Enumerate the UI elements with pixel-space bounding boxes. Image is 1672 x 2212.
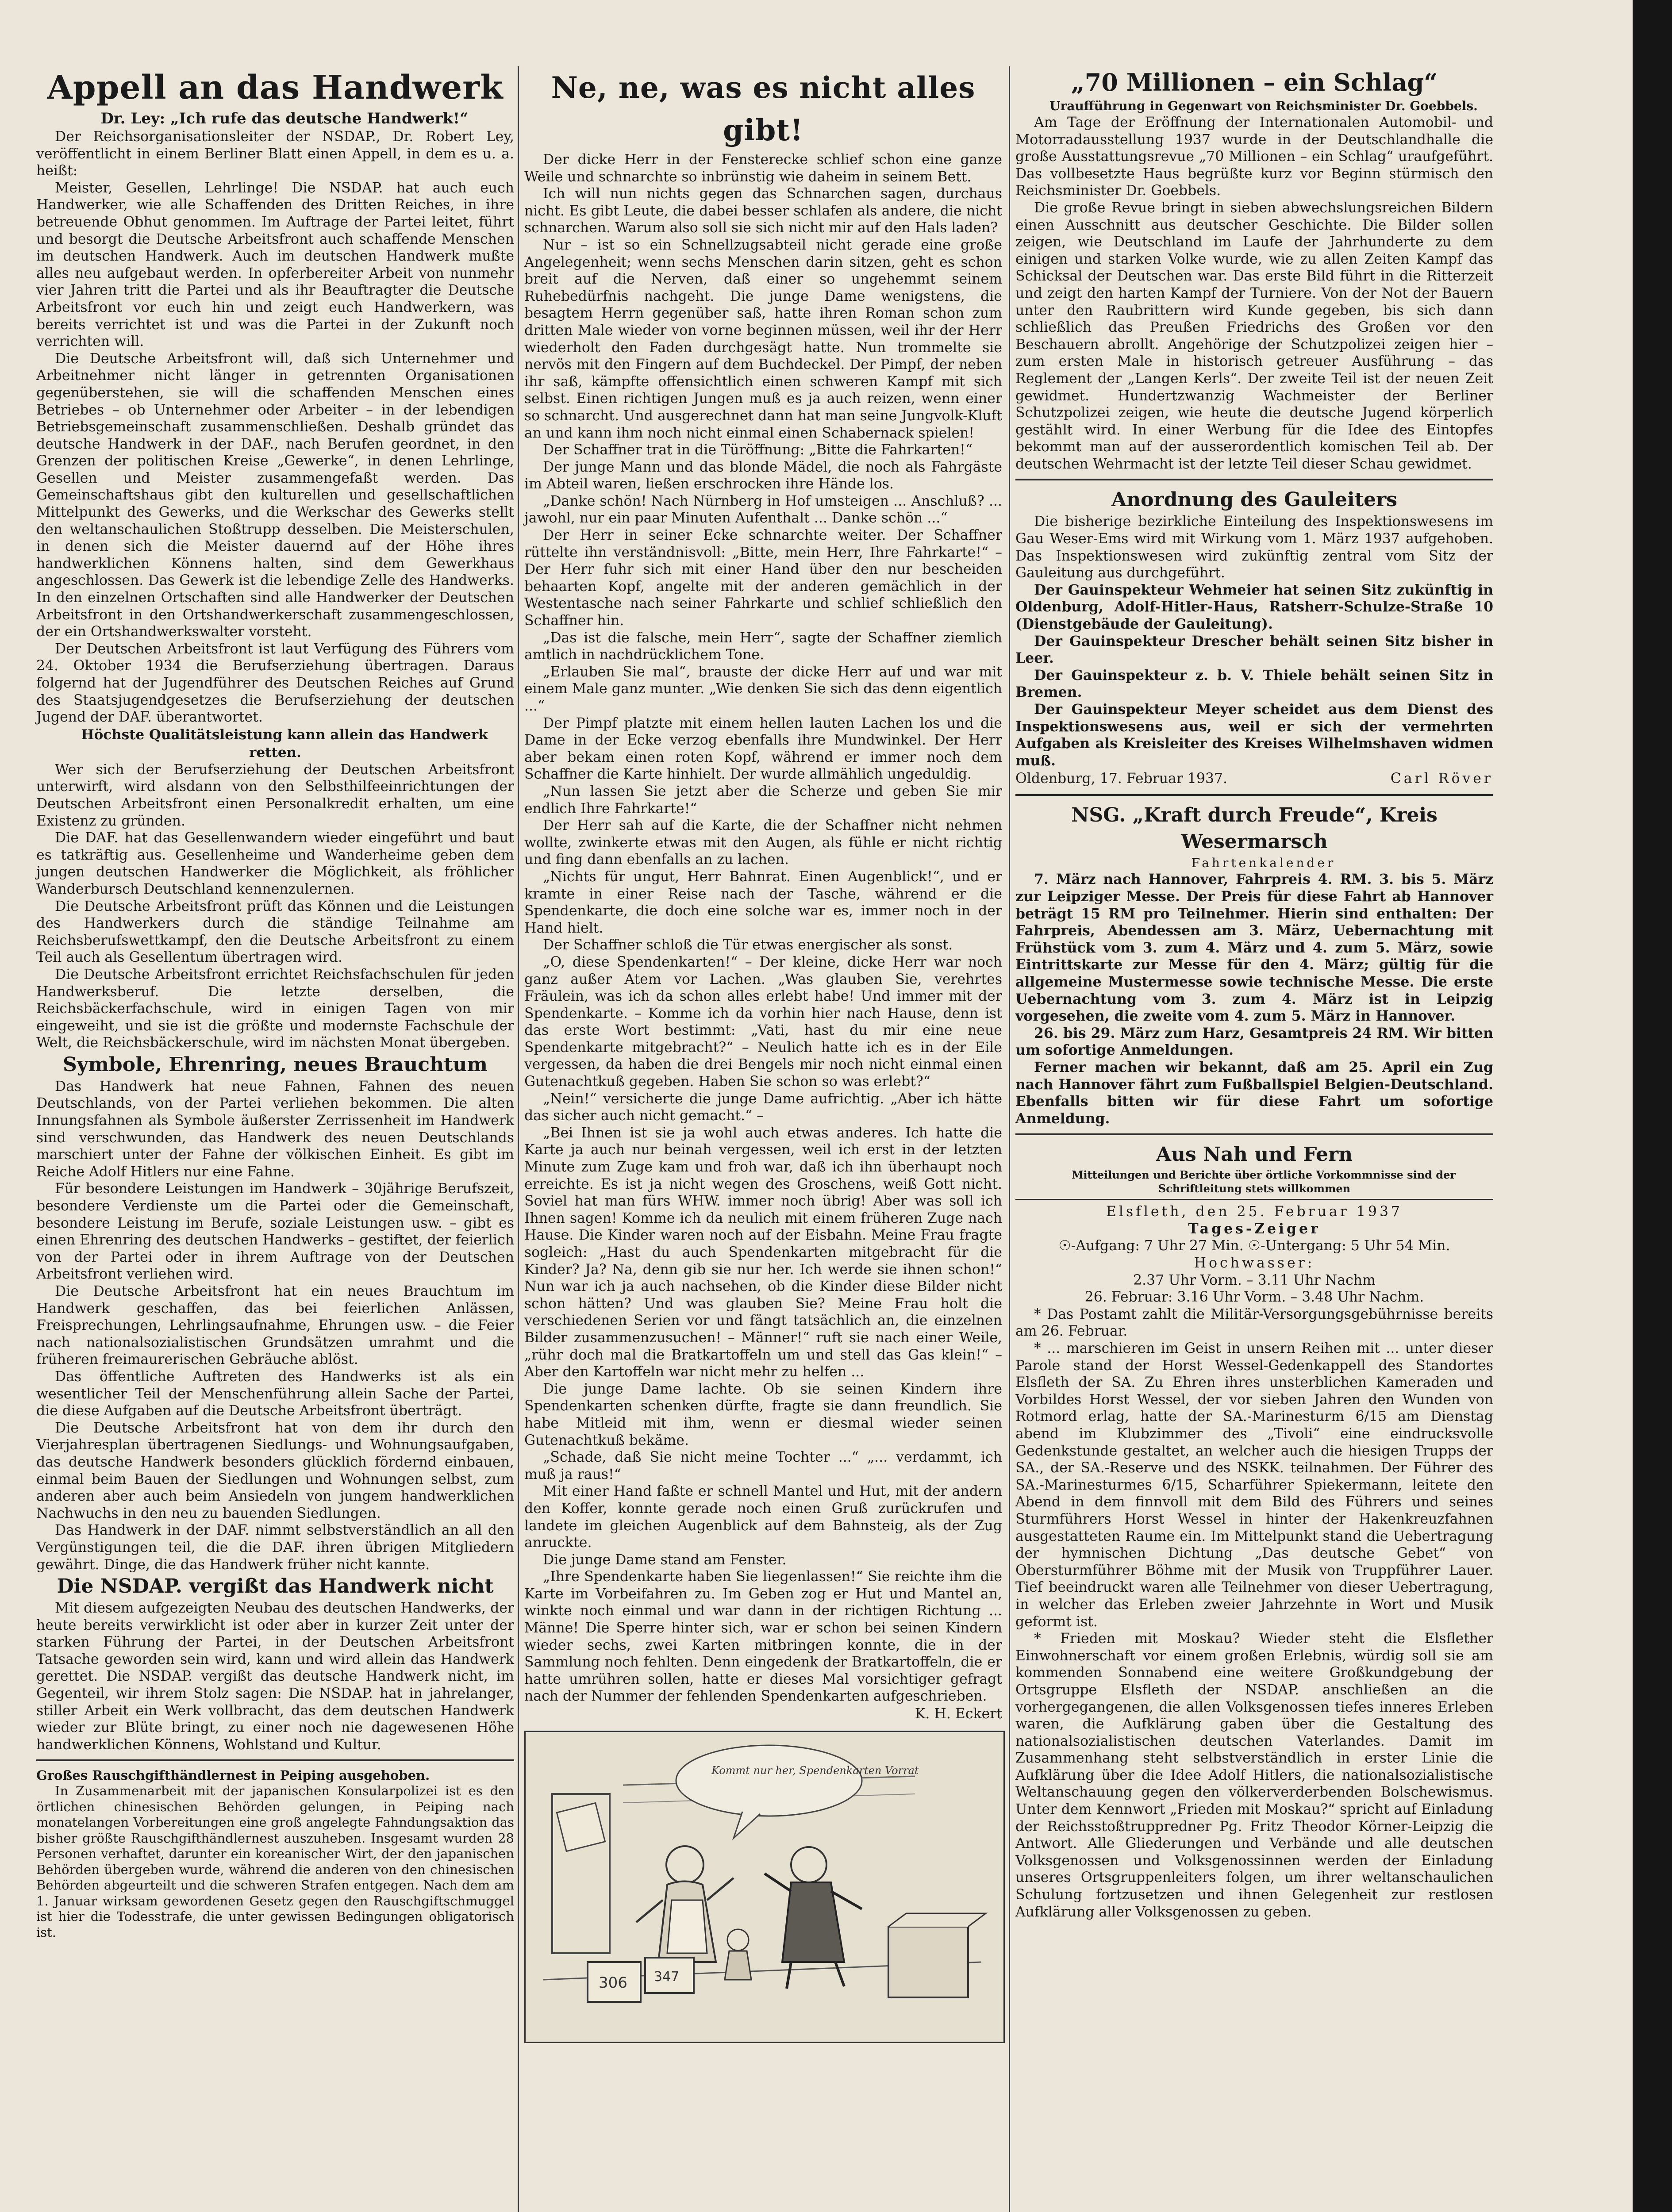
paragraph: Der Deutschen Arbeitsfront ist laut Verfügung des Führers vom 24. Oktober 1934 die Berufserziehung übertragen. Daraus folgernd hat der Jugendführer des Deutschen Reiches auf Grund des Staatsjugendgesetzes die Berufserziehung der deutschen Jugend der DAF. überantwortet. — [36, 641, 514, 726]
divider — [36, 1759, 514, 1761]
paragraph: Die Deutsche Arbeitsfront prüft das Können und die Leistungen des Handwerkers durch die ständige Teilnahme am Reichsberufswettkampf, den die Deutsche Arbeitsfront zu einem Teil auch als Gesellentum übertragen wird. — [36, 898, 514, 966]
paragraph: „Erlauben Sie mal“, brauste der dicke Herr auf und war mit einem Male ganz munter. „Wie denken Sie sich das denn eigentlich ...“ — [524, 664, 1002, 714]
headline-ne-ne: Ne, ne, was es nicht alles gibt! — [551, 70, 976, 147]
subheadline-mitteilungen: Mitteilungen und Berichte über örtliche Vorkommnisse sind der Schriftleitung stets willkommen — [1071, 1168, 1456, 1195]
paragraph: Am Tage der Eröffnung der Internationalen Automobil- und Motorradausstellung 1937 wurde in der Deutschlandhalle die große Ausstattungsrevue „70 Millionen – ein Schlag“ uraufgeführt. Das vollbesetzte Haus begrüßte kurz vor Beginn stürmisch den Reichsminister Dr. Goebbels. — [1015, 115, 1493, 199]
paragraph: Der Gauinspekteur Wehmeier hat seinen Sitz zukünftig in Oldenburg, Adolf-Hitler-Haus, Ratsherr-Schulze-Straße 10 (Dienstgebäude der Gauleitung). — [1015, 581, 1493, 633]
headline-symbole: Symbole, Ehrenring, neues Brauchtum — [63, 1053, 488, 1076]
author-signature: K. H. Eckert — [915, 1706, 1002, 1722]
subheadline-fahrtenkalender: Fahrtenkalender — [1191, 856, 1336, 871]
paragraph: In Zusammenarbeit mit der japanischen Konsularpolizei ist es den örtlichen chinesischen Behörden gelungen, in Peiping nach monatelangen Vorbereitungen eine groß angelegte Fahndungsaktion das bisher größte Rauschgifthändlernest auszuheben. Insgesamt wurden 28 Personen verhaftet, darunter ein koreanischer Wirt, der den japanischen Behörden übergeben wurde, während die anderen von den chinesischen Behörden abgeurteilt und die schweren Strafen entgegen. Nach dem am 1. Januar wirksam gewordenen Gesetz gegen den Rauschgiftschmuggel ist hier die Todesstrafe, die unter gewissen Bedingungen obligatorisch ist. — [36, 1783, 514, 1940]
paragraph: Wer sich der Berufserziehung der Deutschen Arbeitsfront unterwirft, wird alsdann von den Selbsthilfeeinrichtungen der Deutschen Arbeitsfront einen Personalkredit erhalten, um eine Existenz zu gründen. — [36, 761, 514, 829]
divider — [1015, 1133, 1493, 1135]
paragraph: Meister, Gesellen, Lehrlinge! Die NSDAP. hat auch euch Handwerker, wie alle Schaffenden des Dritten Reiches, in ihre betreuende Obhut genommen. Im Auftrage der Partei leitet, führt und besorgt die Deutsche Arbeitsfront auch schaffende Menschen im deutschen Handwerk. Auch im deutschen Handwerk mußte alles neu aufgebaut werden. In opferbereiter Arbeit von nunmehr vier Jahren tritt die Partei und als ihr Beauftragter die Deutsche Arbeitsfront vor euch hin und zeigt euch Handwerkern, was bereits verrichtet ist und was die Partei in der Zukunft noch verrichten will. — [36, 180, 514, 350]
paragraph: „O, diese Spendenkarten!“ – Der kleine, dicke Herr war noch ganz außer Atem vor Lachen. „Was glauben Sie, verehrtes Fräulein, was ich da schon alles erlebt habe! Und immer mit der Spendenkarte. – Komme ich da vorhin hier nach Hause, denn ist das erste Wort bestimmt: „Vati, hast du mir eine neue Spendenkarte mitgebracht?“ – Neulich hatte ich es in der Eile vergessen, da haben die drei Bengels mir noch nicht einmal einen Gutenachtkuß gegeben. Haben Sie schon so was erlebt?“ — [524, 954, 1002, 1090]
subheadline-qualitaet: Höchste Qualitätsleistung kann allein das Handwerk retten. — [81, 726, 488, 760]
headline-aus-nah-und-fern: Aus Nah und Fern — [1156, 1143, 1353, 1166]
paragraph: Der Schaffner schloß die Tür etwas energischer als sonst. — [543, 937, 953, 953]
column-rule-1 — [518, 66, 519, 2212]
paragraph: „Danke schön! Nach Nürnberg in Hof umsteigen ... Anschluß? ... jawohl, nur ein paar Minuten Aufenthalt ... Danke schön ...“ — [524, 493, 1002, 526]
paragraph: „Ihre Spendenkarte haben Sie liegenlassen!“ Sie reichte ihm die Karte im Vorbeifahren zu. Im Geben zog er Hut und Mantel an, winkte noch einmal und war dann in der richtigen Richtung ... Männe! Die Sperre hinter sich, war er schon bei seinen Kindern wieder sechs, zwei Karten mitbringen konnte, die in der Sammlung noch fehlten. Denn eingedenk der Bratkartoffeln, die er hatte umrühren sollen, hatte er dieses Mal vorsichtiger gefragt nach der Nummer der fehlenden Spendenkarten aufgeschrieben. — [524, 1569, 1002, 1705]
paragraph: Der Gauinspekteur Drescher behält seinen Sitz bisher in Leer. — [1015, 633, 1493, 667]
paragraph: Der Schaffner trat in die Türöffnung: „Bitte die Fahrkarten!“ — [543, 442, 972, 458]
cartoon-balloon-text: Kommt nur her, Spendenkarten Vorrat — [711, 1764, 919, 1777]
svg-text:347: 347 — [654, 1969, 680, 1985]
paragraph: * ... marschieren im Geist in unsern Reihen mit ... unter dieser Parole stand der Horst Wessel-Gedenkappell des Standortes Elsfleth der SA. Zu Ehren ihres unsterblichen Kameraden und Vorbildes Horst Wessel, der vor sieben Jahren den Wunden von Rotmord erlag, hatte der SA.-Marinesturm 6/15 am Dienstag abend im Klubzimmer des „Tivoli“ eine eindrucksvolle Gedenkstunde gestaltet, an welcher auch die hiesigen Trupps der SA., der SA.-Reserve und des NSKK. teilnahmen. Der Führer des SA.-Marinesturmes 6/15, Scharführer Spiekermann, leitete den Abend in dem finnvoll mit dem Bild des Führers und seines Sturmführers Horst Wessel in hinter der Hakenkreuzfahnen ausgestatteten Raume ein. Im Mittelpunkt stand die Uebertragung der hymnischen Dichtung „Das deutsche Gebet“ von Obersturmführer Böhme mit der Musik von Truppführer Lauer. Tief beeindruckt waren alle Teilnehmer von dieser Uebertragung, in welcher das Erleben zweier Jahrzehnte in Wort und Musik geformt ist. — [1015, 1340, 1493, 1630]
paragraph: * Das Postamt zahlt die Militär-Versorgungsgebührnisse bereits am 26. Februar. — [1015, 1306, 1493, 1340]
paragraph: Das öffentliche Auftreten des Handwerks ist als ein wesentlicher Teil der Menschenführung allein Sache der Partei, die diese Aufgaben auf die Deutsche Arbeitsfront überträgt. — [36, 1368, 514, 1419]
paragraph: Die junge Dame stand am Fenster. — [543, 1551, 787, 1568]
hochwasser-title: Hochwasser: — [1194, 1255, 1315, 1271]
paragraph: Die große Revue bringt in sieben abwechslungsreichen Bildern einen Ausschnitt aus deutscher Geschichte. Die Bilder sollen zeigen, wie Deutschland im Laufe der Jahrhunderte zu dem einigen und starken Volke wurde, wie zu allen Zeiten Kampf das Schicksal der Deutschen war. Das erste Bild führt in die Ritterzeit und zeigt den harten Kampf der Turniere. Von der Not der Bauern unter den Raubrittern wird Kunde gegeben, bis sich dann schließlich das Preußen Friedrichs des Großen vor den Beschauern abrollt. Angehörige der Schutzpolizei zeigen hier – zum ersten Male in historisch getreuer Ausführung – das Reglement der „Langen Kerls“. Der zweite Teil ist der neuen Zeit gewidmet. Hundertzwanzig Wachmeister der Berliner Schutzpolizei zeigen, wie heute die deutsche Jugend körperlich gestählt wird. In einer Werbung für die Idee des Eintopfes bekommt man auf der ausserordentlich komischen Teil ab. Der deutschen Wehrmacht ist der letzte Teil dieser Schau gewidmet. — [1015, 200, 1493, 472]
paragraph: „Nun lassen Sie jetzt aber die Scherze und geben Sie mir endlich Ihre Fahrkarte!“ — [524, 783, 1002, 817]
paragraph: „Nein!“ versicherte die junge Dame aufrichtig. „Aber ich hätte das sicher auch nicht gemacht.“ – — [524, 1091, 1002, 1124]
paragraph: * Frieden mit Moskau? Wieder steht die Elsflether Einwohnerschaft vor einem großen Erlebnis, würdig soll sie am kommenden Sonnabend eine weitere Großkundgebung der Ortsgruppe Elsfleth der NSDAP. anschließen an die vorhergegangenen, die allen Volksgenossen tiefes inneres Erleben waren, die Aufklärung gaben über die Gestaltung des nationalsozialistischen deutschen Vaterlandes. Damit im Zusammenhang steht selbstverständlich in erster Linie die Aufklärung über die Idee Adolf Hitlers, die nationalsozialistische Weltanschauung gegen den völkerverderbenden Bolschewismus. Unter dem Kennwort „Frieden mit Moskau?“ spricht auf Einladung der Reichsstoßtruppredner Pg. Fritz Theodor Körner-Leipzig die Antwort. Alle Gliederungen und Verbände und alle deutschen Volksgenossen und Volksgenossinnen werden der Einladung unseres Ortsgruppenleiters folgen, um ihrer weltanschaulichen Schulung fortzusetzen und ihnen Gelegenheit zur restlosen Aufklärung aller Volksgenossen zu geben. — [1015, 1631, 1493, 1920]
headline-70-millionen: „70 Millionen – ein Schlag“ — [1071, 68, 1438, 96]
signature-name: Carl Röver — [1390, 771, 1493, 787]
paragraph: 7. März nach Hannover, Fahrpreis 4. RM. 3. bis 5. März zur Leipziger Messe. Der Preis für diese Fahrt ab Hannover beträgt 15 RM pro Teilnehmer. Hierin sind enthalten: Der Fahrpreis, Abendessen am 3. März, Uebernachtung mit Frühstück vom 3. zum 4. März und 4. zum 5. März, sowie Eintrittskarte zur Messe für den 4. März; gültig für die allgemeine Mustermesse sowie technische Messe. Die erste Uebernachtung vom 3. zum 4. März ist in Leipzig vorgesehen, die zweite vom 4. zum 5. März in Hannover. — [1015, 871, 1493, 1025]
paragraph: Ferner machen wir bekannt, daß am 25. April ein Zug nach Hannover fährt zum Fußballspiel Belgien-Deutschland. Ebenfalls bitten wir für diese Fahrt um sofortige Anmeldung. — [1015, 1059, 1493, 1127]
sun-times: ☉-Aufgang: 7 Uhr 27 Min. ☉-Untergang: 5 Uhr 54 Min. — [1058, 1238, 1450, 1254]
dateline: Elsfleth, den 25. Februar 1937 — [1106, 1204, 1403, 1220]
signature-line — [1015, 769, 1493, 788]
scan-edge — [1633, 0, 1672, 2212]
subheadline-goebbels: Uraufführung in Gegenwart von Reichsminister Dr. Goebbels. — [1049, 99, 1478, 113]
paragraph: „Schade, daß Sie nicht meine Tochter ...“ „... verdammt, ich muß ja raus!“ — [524, 1449, 1002, 1482]
paragraph: Der junge Mann und das blonde Mädel, die noch als Fahrgäste im Abteil waren, ließen erschrocken ihre Hände los. — [524, 459, 1002, 492]
paragraph: Der Herr sah auf die Karte, die der Schaffner nicht nehmen wollte, zwinkerte etwas mit den Augen, als fühle er nicht richtig und fing dann ebenfalls an zu lachen. — [524, 818, 1002, 868]
paragraph: Die Deutsche Arbeitsfront errichtet Reichsfachschulen für jeden Handwerksberuf. Die letzte derselben, die Reichsbäckerfachschule, wird in einigen Tagen von mir eingeweiht, und sie ist die größte und modernste Fachschule der Welt, die Reichsbäckerschule, wird im nächsten Monat übergeben. — [36, 966, 514, 1051]
headline-kdf: NSG. „Kraft durch Freude“, Kreis Wesermarsch — [1071, 804, 1438, 853]
divider — [1015, 479, 1493, 480]
tageszeiger-title: Tages-Zeiger — [1188, 1220, 1321, 1237]
paragraph: Mit diesem aufgezeigten Neubau des deutschen Handwerks, der heute bereits verwirklicht ist oder aber in kurzer Zeit unter der starken Führung der Partei, in der Deutschen Arbeitsfront Tatsache geworden sein wird, kann und wird allein das Handwerk gerettet. Die NSDAP. vergißt das deutsche Handwerk nicht, im Gegenteil, wir ihrem Stolz sagen: Die NSDAP. hat in jahrelanger, stiller Arbeit ein Werk vollbracht, das dem deutschen Handwerk wieder zur Blüte bringt, zu einer noch nie dagewesenen Höhe handwerklichen Könnens, Wohlstand und Kultur. — [36, 1600, 514, 1753]
signature-place-date: Oldenburg, 17. Februar 1937. — [1015, 771, 1228, 787]
paragraph: „Das ist die falsche, mein Herr“, sagte der Schaffner ziemlich amtlich in nachdrücklichem Tone. — [524, 630, 1002, 663]
paragraph: Für besondere Leistungen im Handwerk – 30jährige Berufszeit, besondere Verdienste um die Partei oder die Gemeinschaft, besondere Leistung im Berufe, soziale Leistungen usw. – gibt es einen Ehrenring des deutschen Handwerks – gestiftet, der feierlich von der Partei oder in ihrem Auftrage von der Deutschen Arbeitsfront verliehen wird. — [36, 1181, 514, 1283]
divider — [1015, 1199, 1493, 1200]
paragraph: Die Deutsche Arbeitsfront hat ein neues Brauchtum im Handwerk geschaffen, das bei feierlichen Anlässen, Freisprechungen, Lehrlingsaufnahme, Ehrungen usw. – die Feier nach nationalsozialistischen Grundsätzen umrahmt und die früheren freimaurerischen Gebräuche ablöst. — [36, 1283, 514, 1368]
headline-appell: Appell an das Handwerk — [47, 69, 504, 107]
column-1 — [36, 66, 514, 1940]
paragraph: Mit einer Hand faßte er schnell Mantel und Hut, mit der andern den Koffer, konnte gerade noch einen Gruß zurückrufen und landete im gleichen Augenblick auf dem Bahnsteig, als der Zug anruckte. — [524, 1483, 1002, 1551]
column-3 — [1015, 66, 1493, 1920]
paragraph: Das Handwerk hat neue Fahnen, Fahnen des neuen Deutschlands, von der Partei verliehen bekommen. Die alten Innungsfahnen als Symbole äußerster Zerrissenheit im Handwerk sind verschwunden, das Handwerk des neuen Deutschlands marschiert unter der Fahne der völkischen Einheit. Es gibt im Reiche Adolf Hitlers nur eine Fahne. — [36, 1078, 514, 1180]
headline-anordnung: Anordnung des Gauleiters — [1111, 488, 1398, 511]
headline-nsdap-handwerk: Die NSDAP. vergißt das Handwerk nicht — [57, 1575, 494, 1598]
divider — [1015, 794, 1493, 796]
paragraph: „Bei Ihnen ist sie ja wohl auch etwas anderes. Ich hatte die Karte ja auch nur beinah vergessen, weil ich erst in der letzten Minute zum Zuge kam und froh war, daß ich ihn überhaupt noch erreichte. Es ist ja nicht wegen des Groschens, weiß Gott nicht. Soviel hat man fürs WHW. immer noch übrig! Aber was soll ich Ihnen sagen! Komme ich da neulich mit einem früheren Zuge nach Hause. Die Kinder waren noch auf der Eisbahn. Meine Frau fragte sogleich: „Hast du auch Spendenkarten mitgebracht für die Kinder? Ja? Na, denn gib sie nur her. Ich werde sie ihnen schon!“ Nun war ich ja auch nachsehen, ob die Kinder diese Bilder nicht schon hätten? Und was glauben Sie? Meine Frau holt die verschiedenen Serien vor und fängt tatsächlich an, die einzelnen Bilder zusammenzusuchen! – Männer!“ ruft sie nach einer Weile, „rühr doch mal die Bratkartoffeln um und stell das Gas klein!“ – Aber den Kartoffeln war nicht mehr zu helfen ... — [524, 1125, 1002, 1380]
paragraph: Die Deutsche Arbeitsfront hat von dem ihr durch den Vierjahresplan übertragenen Siedlungs- und Wohnungsaufgaben, das deutsche Handwerk besonders glücklich fördernd einbauen, einmal beim Bauen der Siedlungen und Wohnungen selbst, zum anderen aber auch beim Ansiedeln von jungem handwerklichen Nachwuchs in den neu zu bauenden Siedlungen. — [36, 1420, 514, 1521]
paragraph: Die junge Dame lachte. Ob sie seinen Kindern ihre Spendenkarten schenken dürfte, fragte sie dann freundlich. Sie habe Mitleid mit ihm, wenn er diesmal wieder seinen Gutenachtkuß bekäme. — [524, 1381, 1002, 1448]
hochwasser-line-2: 26. Februar: 3.16 Uhr Vorm. – 3.48 Uhr Nachm. — [1084, 1289, 1424, 1306]
cartoon-illustration — [524, 1731, 1005, 2043]
paragraph: Der Herr in seiner Ecke schnarchte weiter. Der Schaffner rüttelte ihn verständnisvoll: „Bitte, mein Herr, Ihre Fahrkarte!“ – Der Herr fuhr sich mit einer Hand über den nur bescheiden behaarten Kopf, angelte mit der anderen gemächlich in der Westentasche nach seiner Fahrkarte und schlief schließlich den Schaffner hin. — [524, 527, 1002, 629]
paragraph: Der Pimpf platzte mit einem hellen lauten Lachen los und die Dame in der Ecke verzog ebenfalls ihre Mundwinkel. Der Herr aber bekam einen roten Kopf, während er immer noch dem Schaffner die Karte hinhielt. Der wurde allmählich ungeduldig. — [524, 715, 1002, 783]
paragraph: Die DAF. hat das Gesellenwandern wieder eingeführt und baut es tatkräftig aus. Gesellenheime und Wanderheime geben dem jungen deutschen Handwerker die Möglichkeit, als fröhlicher Wanderbursch Deutschland kennenzulernen. — [36, 830, 514, 897]
paragraph: Ich will nun nichts gegen das Schnarchen sagen, durchaus nicht. Es gibt Leute, die dabei besser schlafen als andere, die nicht schnarchen. Warum also soll sie sich nicht mir auf den Hals laden? — [524, 186, 1002, 236]
paragraph: Der Reichsorganisationsleiter der NSDAP., Dr. Robert Ley, veröffentlicht in einem Berliner Blatt einen Appell, in dem es u. a. heißt: — [36, 129, 514, 179]
paragraph: Der dicke Herr in der Fensterecke schlief schon eine ganze Weile und schnarchte so inbrünstig wie daheim in seinem Bett. — [524, 152, 1002, 185]
svg-text:306: 306 — [599, 1974, 627, 1992]
paragraph: Nur – ist so ein Schnellzugsabteil nicht gerade eine große Angelegenheit; wenn sechs Menschen darin sitzen, geht es schon breit auf die Nerven, daß einer so ungehemmt seinem Ruhebedürfnis nachgeht. Die junge Dame wenigstens, die besagtem Herrn gegenüber saß, hatte ihren Roman schon zum dritten Male wieder von vorne beginnen müssen, weil ihr der Herr wiederholt den Faden durchgesägt hatte. Nun trommelte sie nervös mit den Fingern auf dem Buchdeckel. Der Pimpf, der neben ihr saß, kämpfte offensichtlich einen schweren Kampf mit sich selbst. Einen richtigen Jungen muß es ja auch reizen, wenn einer so schnarcht. Und ausgerechnet dann hat man seine Jungvolk-Kluft an und kann ihm noch nicht einmal einen Schabernack spielen! — [524, 237, 1002, 441]
column-rule-2 — [1009, 66, 1010, 2212]
paragraph: Der Gauinspekteur Meyer scheidet aus dem Dienst des Inspektionswesens aus, weil er sich der vermehrten Aufgaben als Kreisleiter des Kreises Wilhelmshaven widmen muß. — [1015, 701, 1493, 769]
paragraph: Das Handwerk in der DAF. nimmt selbstverständlich an all den Vergünstigungen teil, die die DAF. ihren übrigen Mitgliedern gewährt. Dinge, die das Handwerk früher nicht kannte. — [36, 1522, 514, 1573]
paragraph: 26. bis 29. März zum Harz, Gesamtpreis 24 RM. Wir bitten um sofortige Anmeldungen. — [1015, 1025, 1493, 1059]
paragraph: Die Deutsche Arbeitsfront will, daß sich Unternehmer und Arbeitnehmer nicht länger in getrennten Organisationen gegenüberstehen, sie will die schaffenden Menschen eines Betriebes – ob Unternehmer oder Arbeiter – in der lebendigen Betriebsgemeinschaft zusammenschließen. Deshalb gründet das deutsche Handwerk in der DAF., nach Berufen geordnet, in den Grenzen der politischen Kreise „Gewerke“, in denen Lehrlinge, Gesellen und Meister zusammengefaßt werden. Das Gemeinschaftshaus gibt den kulturellen und gesellschaftlichen Mittelpunkt des Gewerks, und die Werkschar des Gewerks stellt den weltanschaulichen Stoßtrupp desselben. Die Meisterschulen, in denen sich die Meister dauernd auf der Höhe ihres handwerklichen Könnens halten, sind dem Gewerkhaus angeschlossen. Das Gewerk ist die lebendige Zelle des Handwerks. In den einzelnen Ortschaften sind alle Handwerker der Deutschen Arbeitsfront in den Ortshandwerkerschaft zusammengeschlossen, der ein Ortshandwerkswalter vorsteht. — [36, 350, 514, 640]
column-2 — [524, 66, 1002, 2043]
subheadline-ley: Dr. Ley: „Ich rufe das deutsche Handwerk!“ — [100, 110, 469, 127]
paragraph: Die bisherige bezirkliche Einteilung des Inspektionswesens im Gau Weser-Ems wird mit Wirkung vom 1. März 1937 aufgehoben. Das Inspektionswesen wird zukünftig zentral vom Sitz der Gauleitung aus durchgeführt. — [1015, 514, 1493, 581]
paragraph: „Nichts für ungut, Herr Bahnrat. Einen Augenblick!“, und er kramte in einer Reise nach der Tasche, während er die Spendenkarte, die doch eine solche war es, immer noch in der Hand hielt. — [524, 868, 1002, 936]
hochwasser-line-1: 2.37 Uhr Vorm. – 3.11 Uhr Nachm — [1133, 1272, 1376, 1288]
paragraph: Der Gauinspekteur z. b. V. Thiele behält seinen Sitz in Bremen. — [1015, 667, 1493, 701]
cartoon-drawing — [526, 1732, 1001, 2039]
headline-rauschgift: Großes Rauschgifthändlernest in Peiping ausgehoben. — [36, 1768, 430, 1783]
